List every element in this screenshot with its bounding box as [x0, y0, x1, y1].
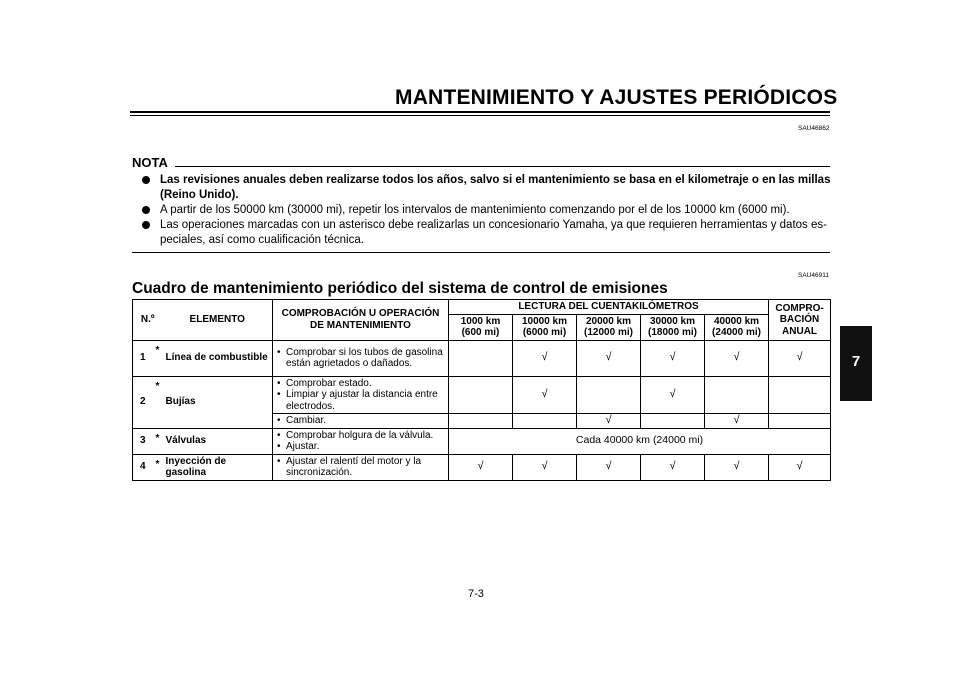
- header-interval: 20000 km (12000 mi): [577, 314, 641, 340]
- check-cell: √: [769, 340, 831, 376]
- operation-item: • Cambiar.: [277, 415, 445, 427]
- table-row: [133, 340, 831, 376]
- check-cell: [449, 414, 513, 429]
- check-cell: √: [513, 340, 577, 376]
- check-cell: √: [705, 414, 769, 429]
- check-cell: √: [769, 454, 831, 480]
- check-cell: √: [705, 454, 769, 480]
- check-cell: √: [577, 454, 641, 480]
- asterisk-mark: *: [153, 428, 163, 454]
- operation-item: • Comprobar estado.: [277, 378, 445, 390]
- header-interval: 1000 km (600 mi): [449, 314, 513, 340]
- row-number: 2: [133, 376, 153, 428]
- nota-end-rule: [132, 252, 830, 253]
- nota-bullet-text: Las revisiones anuales deben realizarse todos los años, salvo si el mantenimiento se basa en el kilometraje o en las millas (Reino Unido).: [160, 174, 831, 201]
- check-cell: √: [577, 340, 641, 376]
- chapter-tab: [840, 326, 872, 401]
- interval-span-cell: Cada 40000 km (24000 mi): [449, 428, 831, 454]
- check-cell: [769, 414, 831, 429]
- row-number: 3: [133, 428, 153, 454]
- check-cell: √: [641, 340, 705, 376]
- asterisk-mark: *: [153, 376, 163, 428]
- table-row: [133, 376, 831, 414]
- row-number: 4: [133, 454, 153, 480]
- maintenance-table: [132, 299, 831, 481]
- check-cell: [641, 414, 705, 429]
- header-num: N.º: [133, 300, 163, 341]
- nota-bullet-text: A partir de los 50000 km (30000 mi), repetir los intervalos de mantenimiento comenzando por el de los 10000 km (6000 mi).: [160, 204, 790, 216]
- check-cell: √: [577, 414, 641, 429]
- check-cell: [513, 414, 577, 429]
- table-row: [133, 428, 831, 454]
- check-cell: [769, 376, 831, 414]
- asterisk-mark: *: [153, 454, 163, 480]
- row-operations: [273, 428, 449, 454]
- check-cell: √: [513, 454, 577, 480]
- row-operations: [273, 414, 449, 429]
- title-rule: [130, 111, 830, 113]
- check-cell: [577, 376, 641, 414]
- row-element: Línea de combustible: [163, 340, 273, 376]
- header-interval: 30000 km (18000 mi): [641, 314, 705, 340]
- row-operations: [273, 454, 449, 480]
- operation-item: • Ajustar el ralentí del motor y la sincronización.: [277, 456, 445, 479]
- operation-item: • Limpiar y ajustar la distancia entre electrodos.: [277, 389, 445, 412]
- check-cell: √: [449, 454, 513, 480]
- section-title: Cuadro de mantenimiento periódico del sistema de control de emisiones: [132, 280, 668, 297]
- nota-label: NOTA: [132, 155, 168, 170]
- reference-code: SAU46911: [798, 272, 829, 279]
- table-row: [133, 454, 831, 480]
- row-element: Bujías: [163, 376, 273, 428]
- header-interval: 10000 km (6000 mi): [513, 314, 577, 340]
- header-interval: 40000 km (24000 mi): [705, 314, 769, 340]
- check-cell: √: [641, 376, 705, 414]
- table-header-row: [133, 300, 831, 315]
- bullet-dot-icon: [142, 221, 150, 229]
- nota-bullet-text: Las operaciones marcadas con un asterisco debe realizarlas un concesionario Yamaha, ya que requieren herramientas y datos es-peciales, así como cualificación técnica.: [160, 219, 827, 246]
- asterisk-mark: *: [153, 340, 163, 376]
- row-element: Válvulas: [163, 428, 273, 454]
- check-cell: [705, 376, 769, 414]
- bullet-dot-icon: [142, 206, 150, 214]
- row-number: 1: [133, 340, 153, 376]
- page-number: 7-3: [468, 588, 484, 600]
- bullet-dot-icon: [142, 176, 150, 184]
- title-rule-thin: [130, 115, 830, 116]
- check-cell: √: [513, 376, 577, 414]
- reference-code: SAU46862: [798, 125, 830, 132]
- header-operation: COMPROBACIÓN U OPERACIÓN DE MANTENIMIENTO: [273, 300, 449, 341]
- check-cell: [449, 376, 513, 414]
- check-cell: √: [705, 340, 769, 376]
- chapter-number: 7: [851, 353, 861, 370]
- header-annual: COMPRO- BACIÓN ANUAL: [769, 300, 831, 341]
- row-operations: [273, 340, 449, 376]
- operation-item: • Comprobar holgura de la válvula.: [277, 430, 445, 442]
- header-element: ELEMENTO: [163, 300, 273, 341]
- row-operations: [273, 376, 449, 414]
- row-element: Inyección de gasolina: [163, 454, 273, 480]
- nota-rule: [175, 166, 830, 167]
- check-cell: √: [641, 454, 705, 480]
- header-odometer: LECTURA DEL CUENTAKILÓMETROS: [449, 300, 769, 315]
- check-cell: [449, 340, 513, 376]
- page-title: MANTENIMIENTO Y AJUSTES PERIÓDICOS: [395, 86, 838, 109]
- operation-item: • Ajustar.: [277, 441, 445, 453]
- operation-item: • Comprobar si los tubos de gasolina están agrietados o dañados.: [277, 347, 445, 370]
